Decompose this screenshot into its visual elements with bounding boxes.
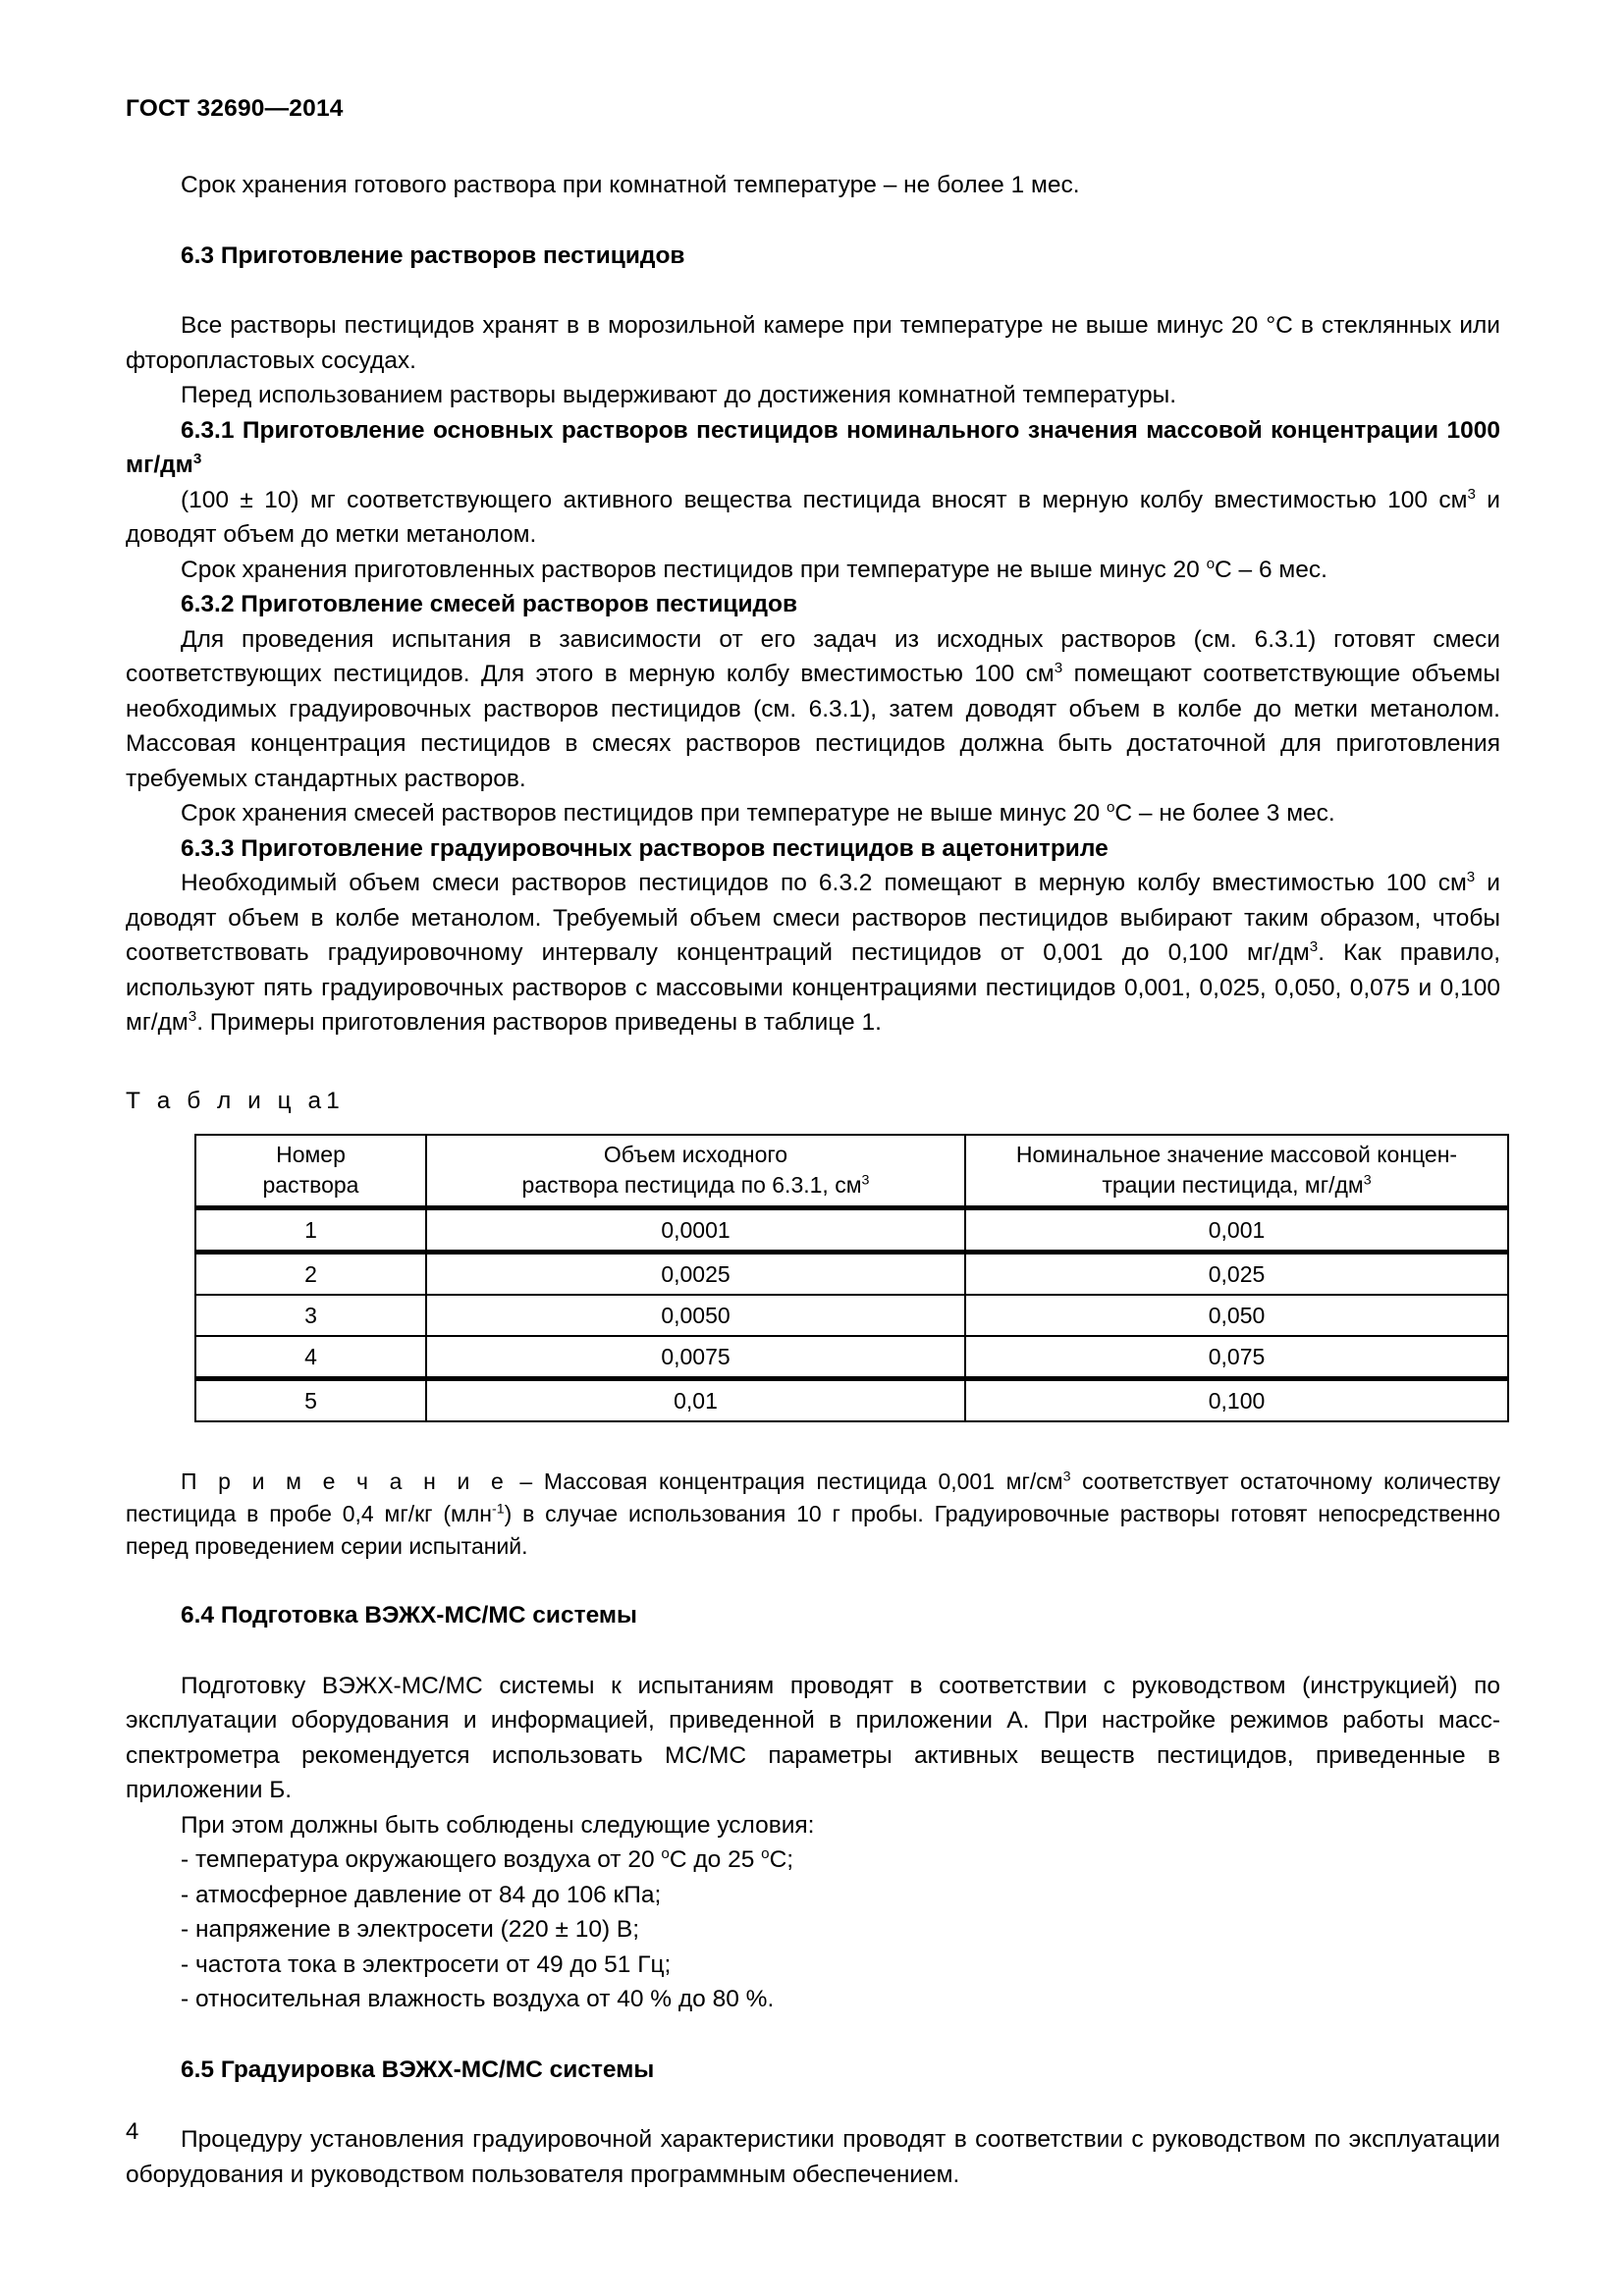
condition-prefix: - атмосферное давление от 84 до 106 кПа; [181, 1881, 662, 1908]
shelf-life-b: C – не более 3 мес. [1114, 800, 1335, 828]
shelf-life-b: C – 6 мес. [1215, 556, 1327, 583]
body-column [126, 168, 1500, 2192]
cubic-cm-superscript: 3 [1466, 869, 1476, 886]
table-note [126, 1466, 1500, 1563]
table-caption-label: Т а б л и ц а [126, 1087, 327, 1114]
paragraph-6-3-2-mixtures [126, 622, 1500, 797]
shelf-life-a: Срок хранения приготовленных растворов пестицидов при температуре не выше минус 20 [181, 556, 1207, 583]
paragraph-6-3-1-prep-b: и доводят объем до метки метанолом. [126, 486, 1500, 549]
column-header-solution-number [195, 1135, 426, 1208]
running-head: ГОСТ 32690—2014 [126, 95, 344, 122]
table-header-row [195, 1135, 1508, 1208]
list-item [126, 1878, 1500, 1913]
cell-solution-number: 4 [195, 1336, 426, 1379]
list-item [126, 1982, 1500, 2017]
header-line-2: раствора [262, 1172, 359, 1199]
degree-superscript: o [661, 1845, 670, 1863]
condition-prefix: - напряжение в электросети (220 ± 10) В; [181, 1916, 640, 1944]
header-line-2: раствора пестицида по 6.3.1, см [521, 1172, 862, 1199]
calibration-solutions-table [194, 1134, 1509, 1422]
heading-6-3-2: 6.3.2 Приготовление смесей растворов пестицидов [181, 591, 798, 618]
cell-stock-volume: 0,01 [426, 1379, 965, 1422]
cell-stock-volume: 0,0050 [426, 1295, 965, 1336]
cell-concentration: 0,075 [965, 1336, 1508, 1379]
degree-superscript: o [1206, 555, 1216, 572]
spacer [126, 2087, 1500, 2122]
header-line-1: Номинальное значение массовой концен- [1015, 1142, 1458, 1168]
cell-concentration: 0,100 [965, 1379, 1508, 1422]
page-number: 4 [126, 2118, 139, 2145]
cell-concentration: 0,025 [965, 1253, 1508, 1296]
paragraph-6-4-conditions-intro: При этом должны быть соблюдены следующие условия: [181, 1811, 815, 1839]
heading-6-5: 6.5 Градуировка ВЭЖХ-МС/МС системы [181, 2056, 655, 2083]
paragraph-6-3-3-calibration [126, 866, 1500, 1041]
calibration-d: . Примеры приготовления растворов приведены в таблице 1. [196, 1009, 882, 1037]
header-line-2: трации пестицида, мг/дм [1102, 1172, 1364, 1199]
header-superscript: 3 [861, 1172, 870, 1189]
paragraph-6-3-1-prep-a: (100 ± 10) мг соответствующего активного вещества пестицида вносят в мерную колбу вместимостью 100 см [181, 486, 1468, 513]
cubic-dm-superscript: 3 [188, 1008, 197, 1026]
spacer [126, 273, 1500, 308]
table-row [195, 1379, 1508, 1422]
degree-superscript: o [1106, 799, 1115, 817]
heading-6-3-1-superscript: 3 [192, 451, 202, 468]
cell-stock-volume: 0,0025 [426, 1253, 965, 1296]
condition-mid: C до 25 [669, 1846, 762, 1874]
header-superscript: 3 [1363, 1172, 1372, 1189]
paragraph-6-4-preparation: Подготовку ВЭЖХ-МС/МС системы к испытаниям проводят в соответствии с руководством (инструкцией) по эксплуатации оборудования и информацией, приведенной в приложении А. При настройке режимов работы масс-спектрометра рекомендуется использовать МС/МС параметры активных веществ пестицидов, приведенные в приложении Б. [126, 1672, 1500, 1804]
table-body [195, 1208, 1508, 1422]
intro-storage-paragraph: Срок хранения готового раствора при комнатной температуре – не более 1 мес. [181, 172, 1080, 199]
header-line-1: Объем исходного [603, 1142, 788, 1168]
table-caption [126, 1084, 1500, 1119]
note-label: П р и м е ч а н и е [181, 1468, 509, 1495]
degree-superscript: o [761, 1845, 770, 1863]
spacer [126, 203, 1500, 239]
table-row [195, 1253, 1508, 1296]
note-text-a: – Массовая концентрация пестицида 0,001 мг/см [508, 1468, 1063, 1495]
paragraph-6-5-calibration: Процедуру установления градуировочной характеристики проводят в соответствии с руководством по эксплуатации оборудования и руководством пользователя программным обеспечением. [126, 2126, 1500, 2188]
calibration-b: и доводят объем в колбе метанолом. Требуемый объем смеси растворов пестицидов выбирают таким образом, чтобы соответствовать градуировочному интервалу концентраций пестицидов от 0,001 до 0,100 мг/дм [126, 870, 1500, 967]
table-caption-number: 1 [326, 1087, 340, 1114]
cell-solution-number: 2 [195, 1253, 426, 1296]
shelf-life-a: Срок хранения смесей растворов пестицидов при температуре не выше минус 20 [181, 800, 1107, 828]
cubic-dm-superscript: 3 [1309, 938, 1319, 956]
heading-6-4: 6.4 Подготовка ВЭЖХ-МС/МС системы [181, 1602, 637, 1629]
table-row [195, 1295, 1508, 1336]
cell-solution-number: 5 [195, 1379, 426, 1422]
heading-6-3-1-text: 6.3.1 Приготовление основных растворов пестицидов номинального значения массовой концентрации 1000 мг/дм [126, 416, 1500, 479]
cubic-cm-superscript: 3 [1054, 660, 1063, 677]
cell-concentration: 0,050 [965, 1295, 1508, 1336]
paragraph-6-3-1-shelf-life [126, 553, 1500, 588]
spacer [126, 1563, 1500, 1598]
note-text-b: соответствует остаточному количеству пестицида в пробе 0,4 мг/кг (млн [126, 1468, 1501, 1527]
note-text-c: ) в случае использования 10 г пробы. Градуировочные растворы готовят непосредственно перед проведением серии испытаний. [126, 1501, 1500, 1560]
spacer [126, 2017, 1500, 2053]
paragraph-6-3-1-storage: Все растворы пестицидов хранят в в морозильной камере при температуре не выше минус 20 °C в стеклянных или фторопластовых сосудах. [126, 312, 1500, 374]
calibration-c: . Как правило, используют пять градуировочных растворов с массовыми концентрациями пестицидов 0,001, 0,025, 0,050, 0,075 и 0,100 мг/дм [126, 939, 1501, 1037]
spacer [126, 1633, 1500, 1669]
spacer [126, 1422, 1500, 1466]
heading-6-3-1 [126, 413, 1500, 483]
paragraph-6-3-hold: Перед использованием растворы выдерживают до достижения комнатной температуры. [181, 382, 1177, 409]
header-line-1: Номер [276, 1142, 346, 1168]
paragraph-6-3-2-shelf-life [126, 796, 1500, 831]
conditions-list [126, 1842, 1500, 2017]
condition-prefix: - температура окружающего воздуха от 20 [181, 1846, 662, 1874]
cell-solution-number: 3 [195, 1295, 426, 1336]
condition-suffix: C; [769, 1846, 794, 1874]
mixtures-a: Для проведения испытания в зависимости от его задач из исходных растворов (см. 6.3.1) готовят смеси соответствующих пестицидов. Для этого в мерную колбу вместимостью 100 см [126, 625, 1500, 688]
cubic-cm-superscript: 3 [1062, 1468, 1071, 1485]
list-item [126, 1912, 1500, 1948]
table-row [195, 1208, 1508, 1253]
cell-stock-volume: 0,0001 [426, 1208, 965, 1253]
spacer [126, 1041, 1500, 1084]
list-item [126, 1948, 1500, 1983]
calibration-a: Необходимый объем смеси растворов пестицидов по 6.3.2 помещают в мерную колбу вместимостью 100 см [181, 870, 1467, 897]
inverse-power-superscript: -1 [491, 1501, 505, 1518]
cubic-cm-superscript: 3 [1467, 485, 1476, 503]
table-row [195, 1336, 1508, 1379]
mixtures-b: помещают соответствующие объемы необходимых градуировочных растворов пестицидов (см. 6.3.1), затем доводят объем в колбе до метки метанолом. Массовая концентрация пестицидов в смесях растворов пестицидов должна быть достаточной для приготовления требуемых стандартных растворов. [126, 661, 1500, 792]
heading-6-3: 6.3 Приготовление растворов пестицидов [181, 241, 685, 269]
column-header-nominal-concentration [965, 1135, 1508, 1208]
spacer [126, 1118, 1500, 1134]
condition-prefix: - частота тока в электросети от 49 до 51 Гц; [181, 1950, 672, 1978]
list-item [126, 1842, 1500, 1878]
cell-concentration: 0,001 [965, 1208, 1508, 1253]
column-header-stock-volume [426, 1135, 965, 1208]
heading-6-3-3: 6.3.3 Приготовление градуировочных растворов пестицидов в ацетонитриле [181, 834, 1109, 862]
condition-prefix: - относительная влажность воздуха от 40 % до 80 %. [181, 1986, 775, 2013]
cell-solution-number: 1 [195, 1208, 426, 1253]
page-content [126, 94, 1500, 2192]
cell-stock-volume: 0,0075 [426, 1336, 965, 1379]
paragraph-6-3-1-prep [126, 483, 1500, 553]
